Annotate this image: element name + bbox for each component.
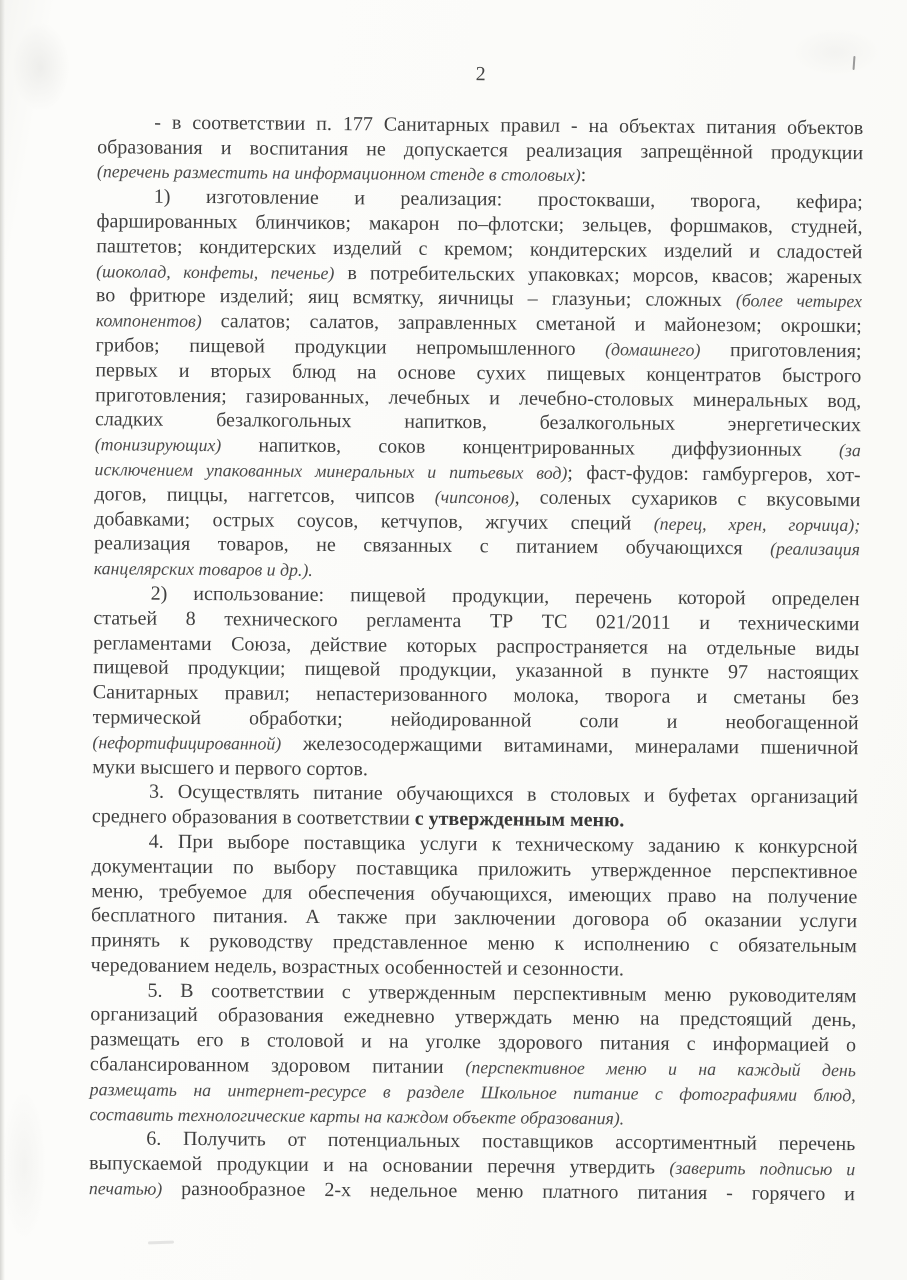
- text-run: 2) использование: пищевой продукции, перечень которой определен: [150, 582, 860, 611]
- paragraph: [94, 184, 863, 587]
- italic-run: (нефортифицированной): [92, 731, 282, 754]
- italic-run: (за: [838, 440, 861, 461]
- text-run: пищевой продукции; пищевой продукции, указанной в пункте 97 настоящих: [92, 656, 860, 685]
- text-run: приготовления;: [700, 338, 862, 363]
- text-run: реализация товаров, не связанных с питанием обучающихся: [93, 532, 771, 560]
- text-run: салатов; салатов, заправленных сметаной и майонезом; окрошки;: [201, 310, 862, 338]
- paragraph: [91, 829, 858, 984]
- italic-run: (тонизирующих): [94, 434, 222, 456]
- text-run: принять к руководству представленное меню к исполнению с обязательным: [90, 929, 857, 958]
- text-run: грибов; пищевой продукции непромышленного: [95, 334, 606, 361]
- paragraph: [89, 1127, 856, 1207]
- italic-run: (реализация: [770, 538, 861, 560]
- italic-run: (заверить подписью и: [669, 1157, 856, 1180]
- text-run: термической обработки; нейодированной соли и необогащенной: [92, 706, 859, 735]
- text-run: 4. При выборе поставщика услуги к техническому заданию к конкурсной: [148, 830, 858, 859]
- text-run: в потребительских упаковках; морсов, квасов; жареных: [334, 261, 863, 288]
- text-run: первых и вторых блюд на основе сухих пищевых концентратов быстрого: [95, 358, 862, 387]
- text-run: документации по выбору поставщика приложить утвержденное перспективное: [91, 854, 858, 883]
- text-run: чередованием недель, возрастных особенностей и сезонности.: [90, 954, 625, 981]
- text-run: :: [580, 164, 587, 187]
- bold-run: с утвержденным меню.: [414, 807, 625, 832]
- italic-run: компонентов): [95, 310, 202, 332]
- text-run: фаршированных блинчиков; макарон по–флотски; зельцев, форшмаков, студней,: [96, 210, 863, 239]
- paragraph: [92, 779, 858, 835]
- text-run: 1) изготовление и реализация: простокваши, творога, кефира;: [153, 185, 863, 214]
- text-run: Санитарных правил; непастеризованного молока, творога и сметаны без: [92, 681, 859, 710]
- italic-run: (более четырех: [735, 290, 863, 312]
- paragraph: [97, 110, 864, 190]
- text-run: во фритюре изделий; яиц всмятку, яичницы – глазуньи; сложных: [95, 284, 736, 312]
- text-run: меню, требуемое для обеспечения обучающихся, имеющих право на получение: [91, 879, 858, 908]
- text-run: муки высшего и первого сортов.: [92, 755, 369, 780]
- text-run: разнообразное 2-х недельное меню платного питания - горячего и: [162, 1177, 856, 1206]
- paragraph: [92, 581, 860, 785]
- text-run: 5. В соответствии с утвержденным перспективным меню руководителям: [147, 979, 857, 1007]
- document-body: [89, 59, 864, 1207]
- italic-run: (чипсонов): [434, 486, 515, 508]
- text-run: догов, пиццы, наггетсов, чипсов: [94, 482, 435, 508]
- text-run: среднего образования в соответствии: [91, 805, 415, 830]
- text-run: статьей 8 технического регламента ТР ТС 021/2011 и техническими: [93, 606, 860, 635]
- text-run: организаций образования ежедневно утверждать меню на предстоящий день,: [90, 1003, 857, 1032]
- text-run: сладких безалкогольных напитков, безалкогольных энергетических: [94, 408, 862, 437]
- text-run: 3. Осуществлять питание обучающихся в столовых и буфетах организаций: [148, 780, 859, 809]
- text-run: бесплатного питания. А также при заключении договора об оказании услуги: [91, 904, 858, 933]
- italic-run: исключением упакованных минеральных и питьевых вод): [94, 459, 568, 483]
- italic-run: размещать на интернет-ресурсе в разделе Школьное питание с фотографиями блюд,: [89, 1079, 856, 1106]
- italic-run: (домашнего): [605, 339, 701, 360]
- italic-run: (перец, хрен, горчица);: [653, 513, 861, 535]
- text-run: размещать его в столовой и на уголке здорового питания с информацией о: [90, 1028, 857, 1057]
- text-run: паштетов; кондитерских изделий с кремом; кондитерских изделий и сладостей: [96, 234, 863, 263]
- text-run: приготовления; газированных, лечебных и лечебно-столовых минеральных вод,: [95, 383, 862, 412]
- text-run: 6. Получить от потенциальных поставщиков ассортиментный перечень: [146, 1128, 856, 1156]
- paragraph: [89, 978, 856, 1133]
- italic-run: (шоколад, конфеты, печенье): [96, 260, 335, 283]
- text-run: образования и воспитания не допускается реализация запрещённой продукции: [97, 135, 864, 164]
- italic-run: составить технологические карты на каждом объекте образования).: [89, 1103, 625, 1129]
- text-run: , соленых сухариков с вкусовыми: [514, 486, 861, 511]
- text-run: добавками; острых соусов, кетчупов, жгучих специй: [94, 507, 654, 535]
- text-run: выпускаемой продукции и на основании перечня утвердить: [89, 1152, 670, 1179]
- italic-run: (перечень разместить на информационном стенде в столовых): [96, 161, 581, 186]
- text-run: железосодержащими витаминами, минералами пшеничной: [281, 732, 859, 759]
- text-line: [89, 1176, 855, 1207]
- text-run: - в соответствии п. 177 Санитарных правил - на объектах питания объектов: [154, 111, 864, 140]
- text-run: напитков, соков концентрированных диффузионных: [221, 434, 840, 462]
- italic-run: печатью): [88, 1178, 163, 1199]
- italic-run: канцелярских товаров и др.).: [93, 558, 313, 581]
- italic-run: (перспективное меню и на каждый день: [465, 1057, 856, 1081]
- text-run: сбалансированном здоровом питании: [89, 1053, 466, 1079]
- text-run: ; фаст-фудов: гамбургеров, хот-: [567, 461, 861, 487]
- text-run: регламентами Союза, действие которых распространяется на отдельные виды: [93, 631, 860, 660]
- page-number: 2: [475, 63, 486, 86]
